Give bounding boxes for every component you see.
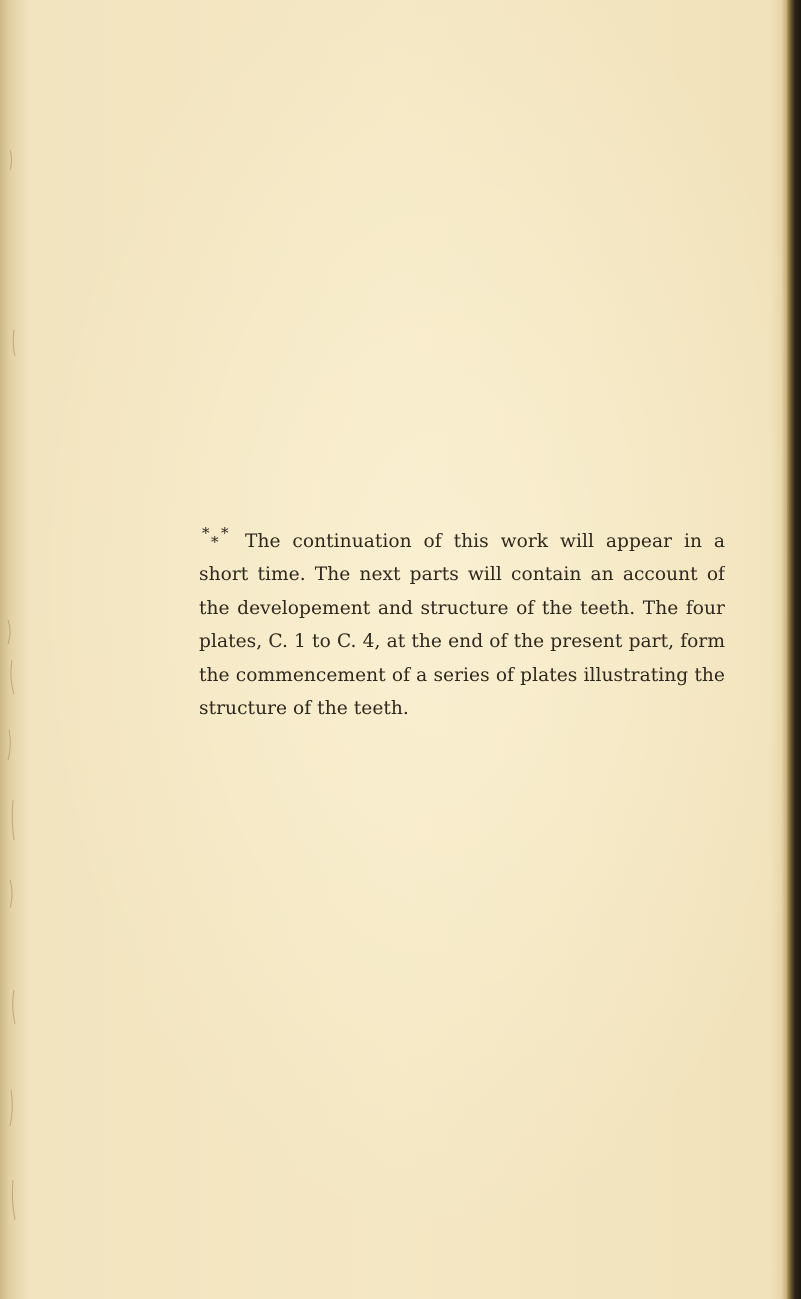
gutter-marks <box>2 0 24 1299</box>
note-line: the developement and structure of the teeth. The four <box>199 597 725 619</box>
asterism-star: * <box>221 524 229 542</box>
note-line: The continuation of this work will appear in a <box>245 531 725 552</box>
note-line: plates, C. 1 to C. 4, at the end of the present part, form <box>199 631 725 653</box>
publisher-note <box>199 525 725 725</box>
note-line: the commencement of a series of plates illustrating the <box>199 664 725 686</box>
book-edge <box>787 0 801 1299</box>
note-line: short time. The next parts will contain an account of <box>199 564 725 586</box>
asterism-star: * <box>202 524 210 542</box>
note-line: structure of the teeth. <box>199 698 409 720</box>
asterism-star: * <box>211 533 219 551</box>
